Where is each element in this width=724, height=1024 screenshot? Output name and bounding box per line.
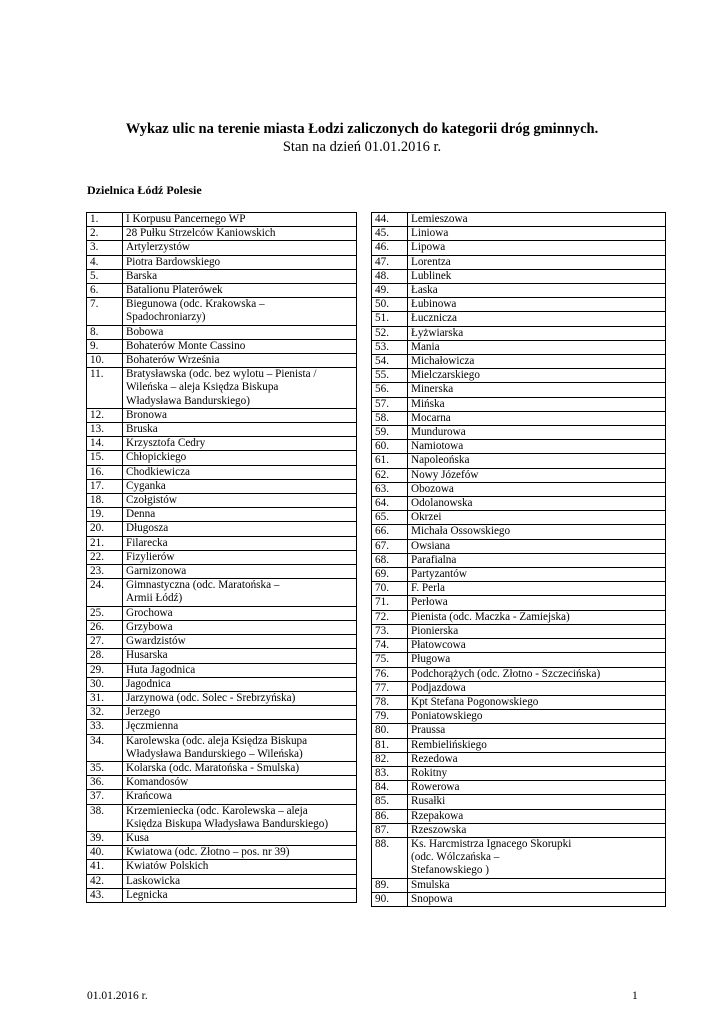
row-number: 85. [372, 795, 408, 809]
table-row [372, 397, 666, 411]
table-row [372, 568, 666, 582]
street-name: Snopowa [408, 892, 666, 906]
street-name: Obozowa [408, 482, 666, 496]
table-row [87, 831, 357, 845]
street-name: Komandosów [123, 776, 357, 790]
street-name: Podjazdowa [408, 681, 666, 695]
row-number: 68. [372, 553, 408, 567]
table-row [372, 241, 666, 255]
street-name: Łubinowa [408, 298, 666, 312]
street-name: Bohaterów Monte Cassino [123, 339, 357, 353]
street-name: Kpt Stefana Pogonowskiego [408, 695, 666, 709]
table-row [372, 823, 666, 837]
row-number: 44. [372, 213, 408, 227]
row-number: 18. [87, 494, 123, 508]
row-number: 67. [372, 539, 408, 553]
street-name: Pługowa [408, 653, 666, 667]
document-subtitle: Stan na dzień 01.01.2016 r. [282, 139, 442, 155]
street-name: Krzemieniecka (odc. Karolewska – aleja Księdza Biskupa Władysława Bandurskiego) [123, 804, 357, 831]
street-name: Chłopickiego [123, 451, 357, 465]
table-row [372, 539, 666, 553]
table-row [372, 667, 666, 681]
table-row [372, 553, 666, 567]
row-number: 14. [87, 437, 123, 451]
street-name: Filarecka [123, 536, 357, 550]
table-row [372, 497, 666, 511]
document-title: Wykaz ulic na terenie miasta Łodzi zaliczonych do kategorii dróg gminnych. [125, 121, 599, 137]
table-row [372, 298, 666, 312]
table-row [87, 620, 357, 634]
table-row [372, 639, 666, 653]
street-name: Minerska [408, 383, 666, 397]
row-number: 63. [372, 482, 408, 496]
row-number: 87. [372, 823, 408, 837]
row-number: 7. [87, 298, 123, 325]
street-name: Praussa [408, 724, 666, 738]
row-number: 41. [87, 860, 123, 874]
district-heading: Dzielnica Łódź Polesie [87, 183, 202, 197]
row-number: 83. [372, 766, 408, 780]
table-row [372, 326, 666, 340]
row-number: 47. [372, 255, 408, 269]
street-name: Bratysławska (odc. bez wylotu – Pienista / Wileńska – aleja Księdza Biskupa Władysława Bandurskiego) [123, 368, 357, 409]
row-number: 31. [87, 691, 123, 705]
street-name: Jerzego [123, 706, 357, 720]
table-row [87, 706, 357, 720]
table-row [87, 720, 357, 734]
row-number: 30. [87, 677, 123, 691]
table-row [87, 635, 357, 649]
street-name: Lipowa [408, 241, 666, 255]
table-row [87, 423, 357, 437]
table-row [87, 874, 357, 888]
street-name: Chodkiewicza [123, 465, 357, 479]
row-number: 22. [87, 550, 123, 564]
table-row [87, 888, 357, 902]
row-number: 12. [87, 408, 123, 422]
street-name: Lublinek [408, 269, 666, 283]
table-row [87, 269, 357, 283]
street-name: Krzysztofa Cedry [123, 437, 357, 451]
table-row [87, 860, 357, 874]
row-number: 54. [372, 355, 408, 369]
row-number: 37. [87, 790, 123, 804]
street-name: Piotra Bardowskiego [123, 255, 357, 269]
street-name: Laskowicka [123, 874, 357, 888]
row-number: 69. [372, 568, 408, 582]
table-row [372, 878, 666, 892]
row-number: 19. [87, 508, 123, 522]
row-number: 76. [372, 667, 408, 681]
street-name: Biegunowa (odc. Krakowska – Spadochroniarzy) [123, 298, 357, 325]
table-row [87, 522, 357, 536]
table-row [372, 411, 666, 425]
table-row [372, 369, 666, 383]
table-row [87, 479, 357, 493]
street-name: Gwardzistów [123, 635, 357, 649]
table-row [87, 565, 357, 579]
row-number: 84. [372, 781, 408, 795]
table-row [372, 582, 666, 596]
row-number: 70. [372, 582, 408, 596]
row-number: 81. [372, 738, 408, 752]
row-number: 24. [87, 579, 123, 606]
row-number: 51. [372, 312, 408, 326]
row-number: 49. [372, 284, 408, 298]
row-number: 46. [372, 241, 408, 255]
street-name: Bohaterów Września [123, 354, 357, 368]
street-name: Płatowcowa [408, 639, 666, 653]
table-row [372, 454, 666, 468]
page-number: 1 [632, 990, 638, 1002]
table-row [372, 340, 666, 354]
street-name: Perłowa [408, 596, 666, 610]
street-name: Rzeszowska [408, 823, 666, 837]
street-name: Grzybowa [123, 620, 357, 634]
table-row [87, 508, 357, 522]
street-name: Jagodnica [123, 677, 357, 691]
street-name: Liniowa [408, 227, 666, 241]
table-row [372, 440, 666, 454]
row-number: 45. [372, 227, 408, 241]
row-number: 4. [87, 255, 123, 269]
row-number: 65. [372, 511, 408, 525]
street-name: Garnizonowa [123, 565, 357, 579]
table-row [87, 663, 357, 677]
row-number: 59. [372, 426, 408, 440]
row-number: 35. [87, 761, 123, 775]
row-number: 23. [87, 565, 123, 579]
row-number: 36. [87, 776, 123, 790]
street-name: Mundurowa [408, 426, 666, 440]
street-name: Barska [123, 269, 357, 283]
table-row [87, 761, 357, 775]
row-number: 78. [372, 695, 408, 709]
footer-date: 01.01.2016 r. [87, 990, 148, 1002]
row-number: 89. [372, 878, 408, 892]
street-name: Krańcowa [123, 790, 357, 804]
row-number: 62. [372, 468, 408, 482]
table-row [372, 355, 666, 369]
street-name: Artylerzystów [123, 241, 357, 255]
street-name: Okrzei [408, 511, 666, 525]
street-name: Rzepakowa [408, 809, 666, 823]
row-number: 11. [87, 368, 123, 409]
row-number: 71. [372, 596, 408, 610]
row-number: 40. [87, 846, 123, 860]
street-name: Legnicka [123, 888, 357, 902]
table-row [87, 846, 357, 860]
row-number: 13. [87, 423, 123, 437]
row-number: 56. [372, 383, 408, 397]
row-number: 55. [372, 369, 408, 383]
table-row [372, 525, 666, 539]
row-number: 27. [87, 635, 123, 649]
streets-table-right-body [372, 213, 666, 907]
row-number: 17. [87, 479, 123, 493]
table-row [87, 790, 357, 804]
table-row [87, 339, 357, 353]
street-name: Pionierska [408, 624, 666, 638]
table-row [87, 691, 357, 705]
street-name: Pienista (odc. Maczka - Zamiejska) [408, 610, 666, 624]
table-row [372, 653, 666, 667]
table-row [372, 809, 666, 823]
street-name: Batalionu Platerówek [123, 284, 357, 298]
street-name: Odolanowska [408, 497, 666, 511]
table-row [372, 610, 666, 624]
table-row [372, 426, 666, 440]
row-number: 73. [372, 624, 408, 638]
table-row [372, 752, 666, 766]
street-name: Rowerowa [408, 781, 666, 795]
table-row [372, 511, 666, 525]
street-name: Rezedowa [408, 752, 666, 766]
table-row [372, 695, 666, 709]
street-name: Namiotowa [408, 440, 666, 454]
row-number: 52. [372, 326, 408, 340]
row-number: 8. [87, 325, 123, 339]
streets-table-left-body [87, 213, 357, 903]
table-row [372, 710, 666, 724]
streets-table-left [86, 212, 357, 903]
table-row [87, 241, 357, 255]
table-row [87, 649, 357, 663]
table-row [87, 579, 357, 606]
row-number: 58. [372, 411, 408, 425]
row-number: 88. [372, 837, 408, 878]
street-name: Czołgistów [123, 494, 357, 508]
row-number: 5. [87, 269, 123, 283]
row-number: 2. [87, 227, 123, 241]
row-number: 28. [87, 649, 123, 663]
row-number: 15. [87, 451, 123, 465]
row-number: 90. [372, 892, 408, 906]
street-name: Mielczarskiego [408, 369, 666, 383]
row-number: 53. [372, 340, 408, 354]
table-row [87, 550, 357, 564]
row-number: 57. [372, 397, 408, 411]
table-row [87, 606, 357, 620]
row-number: 34. [87, 734, 123, 761]
row-number: 82. [372, 752, 408, 766]
row-number: 6. [87, 284, 123, 298]
table-row [87, 804, 357, 831]
row-number: 72. [372, 610, 408, 624]
row-number: 48. [372, 269, 408, 283]
street-name: Rembielińskiego [408, 738, 666, 752]
street-name: Łaska [408, 284, 666, 298]
street-name: Grochowa [123, 606, 357, 620]
street-name: Partyzantów [408, 568, 666, 582]
table-row [87, 437, 357, 451]
street-name: Owsiana [408, 539, 666, 553]
table-row [372, 724, 666, 738]
row-number: 42. [87, 874, 123, 888]
street-name: Kwiatowa (odc. Złotno – pos. nr 39) [123, 846, 357, 860]
row-number: 38. [87, 804, 123, 831]
street-name: Smulska [408, 878, 666, 892]
row-number: 75. [372, 653, 408, 667]
row-number: 3. [87, 241, 123, 255]
table-row [372, 837, 666, 878]
row-number: 16. [87, 465, 123, 479]
street-name: Rusałki [408, 795, 666, 809]
row-number: 61. [372, 454, 408, 468]
table-row [372, 681, 666, 695]
table-row [372, 227, 666, 241]
street-name: Lemieszowa [408, 213, 666, 227]
table-row [372, 468, 666, 482]
street-name: Lorentza [408, 255, 666, 269]
street-name: Mocarna [408, 411, 666, 425]
row-number: 1. [87, 213, 123, 227]
row-number: 33. [87, 720, 123, 734]
table-row [87, 536, 357, 550]
table-row [87, 255, 357, 269]
table-row [87, 465, 357, 479]
street-name: Kwiatów Polskich [123, 860, 357, 874]
row-number: 86. [372, 809, 408, 823]
table-row [372, 284, 666, 298]
row-number: 64. [372, 497, 408, 511]
street-name: Husarska [123, 649, 357, 663]
street-name: Jęczmienna [123, 720, 357, 734]
row-number: 74. [372, 639, 408, 653]
street-name: Mania [408, 340, 666, 354]
table-row [87, 284, 357, 298]
row-number: 21. [87, 536, 123, 550]
table-row [372, 795, 666, 809]
street-name: I Korpusu Pancernego WP [123, 213, 357, 227]
streets-table-right [371, 212, 666, 907]
table-row [87, 734, 357, 761]
row-number: 50. [372, 298, 408, 312]
table-row [372, 383, 666, 397]
row-number: 26. [87, 620, 123, 634]
table-row [87, 494, 357, 508]
table-row [372, 269, 666, 283]
table-row [87, 451, 357, 465]
table-row [87, 368, 357, 409]
street-name: Łucznicza [408, 312, 666, 326]
street-name: Cyganka [123, 479, 357, 493]
row-number: 10. [87, 354, 123, 368]
row-number: 9. [87, 339, 123, 353]
table-row [87, 298, 357, 325]
street-name: Mińska [408, 397, 666, 411]
row-number: 20. [87, 522, 123, 536]
street-name: Kusa [123, 831, 357, 845]
street-name: Denna [123, 508, 357, 522]
table-row [372, 738, 666, 752]
street-name: Michałowicza [408, 355, 666, 369]
row-number: 43. [87, 888, 123, 902]
table-row [372, 892, 666, 906]
street-name: Długosza [123, 522, 357, 536]
street-name: Michała Ossowskiego [408, 525, 666, 539]
street-name: Napoleońska [408, 454, 666, 468]
table-row [87, 354, 357, 368]
street-name: Ks. Harcmistrza Ignacego Skorupki (odc. Wólczańska – Stefanowskiego ) [408, 837, 666, 878]
table-row [87, 776, 357, 790]
row-number: 80. [372, 724, 408, 738]
row-number: 32. [87, 706, 123, 720]
street-name: 28 Pułku Strzelców Kaniowskich [123, 227, 357, 241]
street-name: Poniatowskiego [408, 710, 666, 724]
table-row [372, 781, 666, 795]
street-name: Huta Jagodnica [123, 663, 357, 677]
table-row [87, 213, 357, 227]
street-name: Łyżwiarska [408, 326, 666, 340]
street-name: F. Perla [408, 582, 666, 596]
street-name: Bobowa [123, 325, 357, 339]
street-name: Parafialna [408, 553, 666, 567]
row-number: 29. [87, 663, 123, 677]
row-number: 77. [372, 681, 408, 695]
table-row [372, 213, 666, 227]
street-name: Nowy Józefów [408, 468, 666, 482]
table-row [372, 624, 666, 638]
street-name: Bronowa [123, 408, 357, 422]
row-number: 66. [372, 525, 408, 539]
table-row [87, 408, 357, 422]
row-number: 79. [372, 710, 408, 724]
table-row [372, 482, 666, 496]
street-name: Jarzynowa (odc. Solec - Srebrzyńska) [123, 691, 357, 705]
street-name: Rokitny [408, 766, 666, 780]
street-name: Fizylierów [123, 550, 357, 564]
table-row [372, 596, 666, 610]
row-number: 25. [87, 606, 123, 620]
row-number: 60. [372, 440, 408, 454]
table-row [372, 255, 666, 269]
table-row [87, 677, 357, 691]
table-row [87, 325, 357, 339]
street-name: Kolarska (odc. Maratońska - Smulska) [123, 761, 357, 775]
street-name: Gimnastyczna (odc. Maratońska – Armii Łódź) [123, 579, 357, 606]
street-name: Podchorążych (odc. Złotno - Szczecińska) [408, 667, 666, 681]
row-number: 39. [87, 831, 123, 845]
table-row [87, 227, 357, 241]
table-row [372, 312, 666, 326]
table-row [372, 766, 666, 780]
street-name: Bruska [123, 423, 357, 437]
street-name: Karolewska (odc. aleja Księdza Biskupa Władysława Bandurskiego – Wileńska) [123, 734, 357, 761]
